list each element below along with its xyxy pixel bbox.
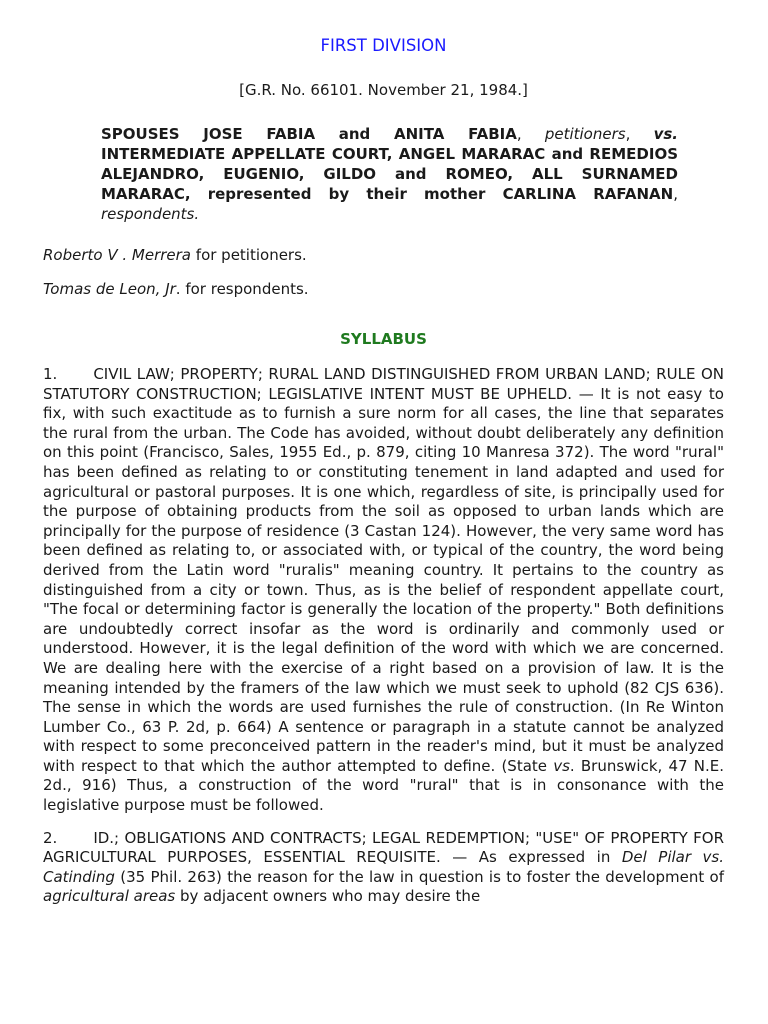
paragraph-text: ID.; OBLIGATIONS AND CONTRACTS; LEGAL REDEMPTION; "USE" OF PROPERTY FOR AGRICULTURAL PURPOSES, ESSENTIAL REQUISITE. — As expressed in: [43, 828, 724, 867]
versus-label: vs.: [653, 125, 678, 143]
case-citation: Del Pilar vs. Catinding: [43, 848, 724, 886]
respondents-label: respondents: [101, 205, 195, 223]
syllabus-heading: SYLLABUS: [340, 330, 427, 348]
emphasis-text: agricultural areas: [43, 887, 176, 906]
counsel-petitioners: [43, 245, 724, 265]
separator: ,: [516, 125, 545, 143]
paragraph-text: CIVIL LAW; PROPERTY; RURAL LAND DISTINGUISHED FROM URBAN LAND; RULE ON STATUTORY CONSTRUCTION; LEGISLATIVE INTENT MUST BE UPHELD. — It is not easy to fix, with such exactitude as to furnish a sure norm for all cases, the line that separates the rural from the urban. The Code has avoided, without doubt deliberately any definition on this point (Francisco, Sales, 1955 Ed., p. 879, citing 10 Manresa 372). The word "rural" has been defined as relating to or constituting tenement in land adapted and used for agricultural or pastoral purposes. It is one which, regardless of site, is principally used for the purpose of obtaining products from the soil as opposed to urban lands which are principally for the purpose of residence (3 Castan 124). However, the very same word has been defined as relating to, or associated with, or typical of the country, the word being derived from the Latin word "ruralis" meaning country. It pertains to the country as distinguished from a city or town. Thus, as is the belief of respondent appellate court, "The focal or determining factor is generally the location of the property." Both definitions are undoubtedly correct insofar as the word is ordinarily and commonly used or understood. However, it is the legal definition of the word with which we are concerned. We are dealing here with the exercise of a right based on a provision of law. It is the meaning intended by the framers of the law which we must seek to uphold (82 CJS 636). The sense in which the words are used furnishes the rule of construction. (In Re Winton Lumber Co., 63 P. 2d, p. 664) A sentence or paragraph in a statute cannot be analyzed with respect to some preconceived pattern in the reader's mind, but it must be analyzed with respect to that which the author attempted to define. (State: [43, 365, 724, 775]
paragraph-text: by adjacent owners who may desire the: [175, 887, 481, 906]
versus-italic: vs: [553, 756, 570, 775]
petitioners-names: SPOUSES JOSE FABIA and ANITA FABIA: [101, 125, 517, 143]
separator: ,: [673, 185, 678, 203]
syllabus-paragraph: [43, 829, 724, 907]
paragraph-number: 2.: [43, 828, 58, 847]
petitioners-label: petitioners: [544, 125, 626, 143]
separator: ,: [625, 125, 654, 143]
division-heading: FIRST DIVISION: [320, 36, 447, 55]
case-parties: [101, 124, 678, 224]
case-number: [G.R. No. 66101. November 21, 1984.]: [239, 81, 528, 99]
decision-page: [43, 34, 724, 907]
period: .: [194, 205, 200, 223]
syllabus-paragraph: [43, 365, 724, 816]
counsel-role: . for respondents.: [175, 280, 309, 298]
paragraph-text: (35 Phil. 263) the reason for the law in question is to foster the development of: [114, 867, 724, 886]
counsel-respondents: [43, 279, 724, 299]
counsel-role: for petitioners.: [191, 246, 307, 264]
counsel-name: Tomas de Leon, Jr: [43, 280, 176, 298]
paragraph-number: 1.: [43, 365, 58, 383]
respondents-names: INTERMEDIATE APPELLATE COURT, ANGEL MARARAC and REMEDIOS ALEJANDRO, EUGENIO, GILDO and ROMEO, ALL SURNAMED MARARAC, represented by their mother CARLINA RAFANAN: [101, 145, 678, 203]
paragraph-text: . Brunswick, 47 N.E. 2d., 916) Thus, a construction of the word "rural" that is in consonance with the legislative purpose must be followed.: [43, 756, 724, 815]
counsel-name: Roberto V . Merrera: [43, 246, 192, 264]
